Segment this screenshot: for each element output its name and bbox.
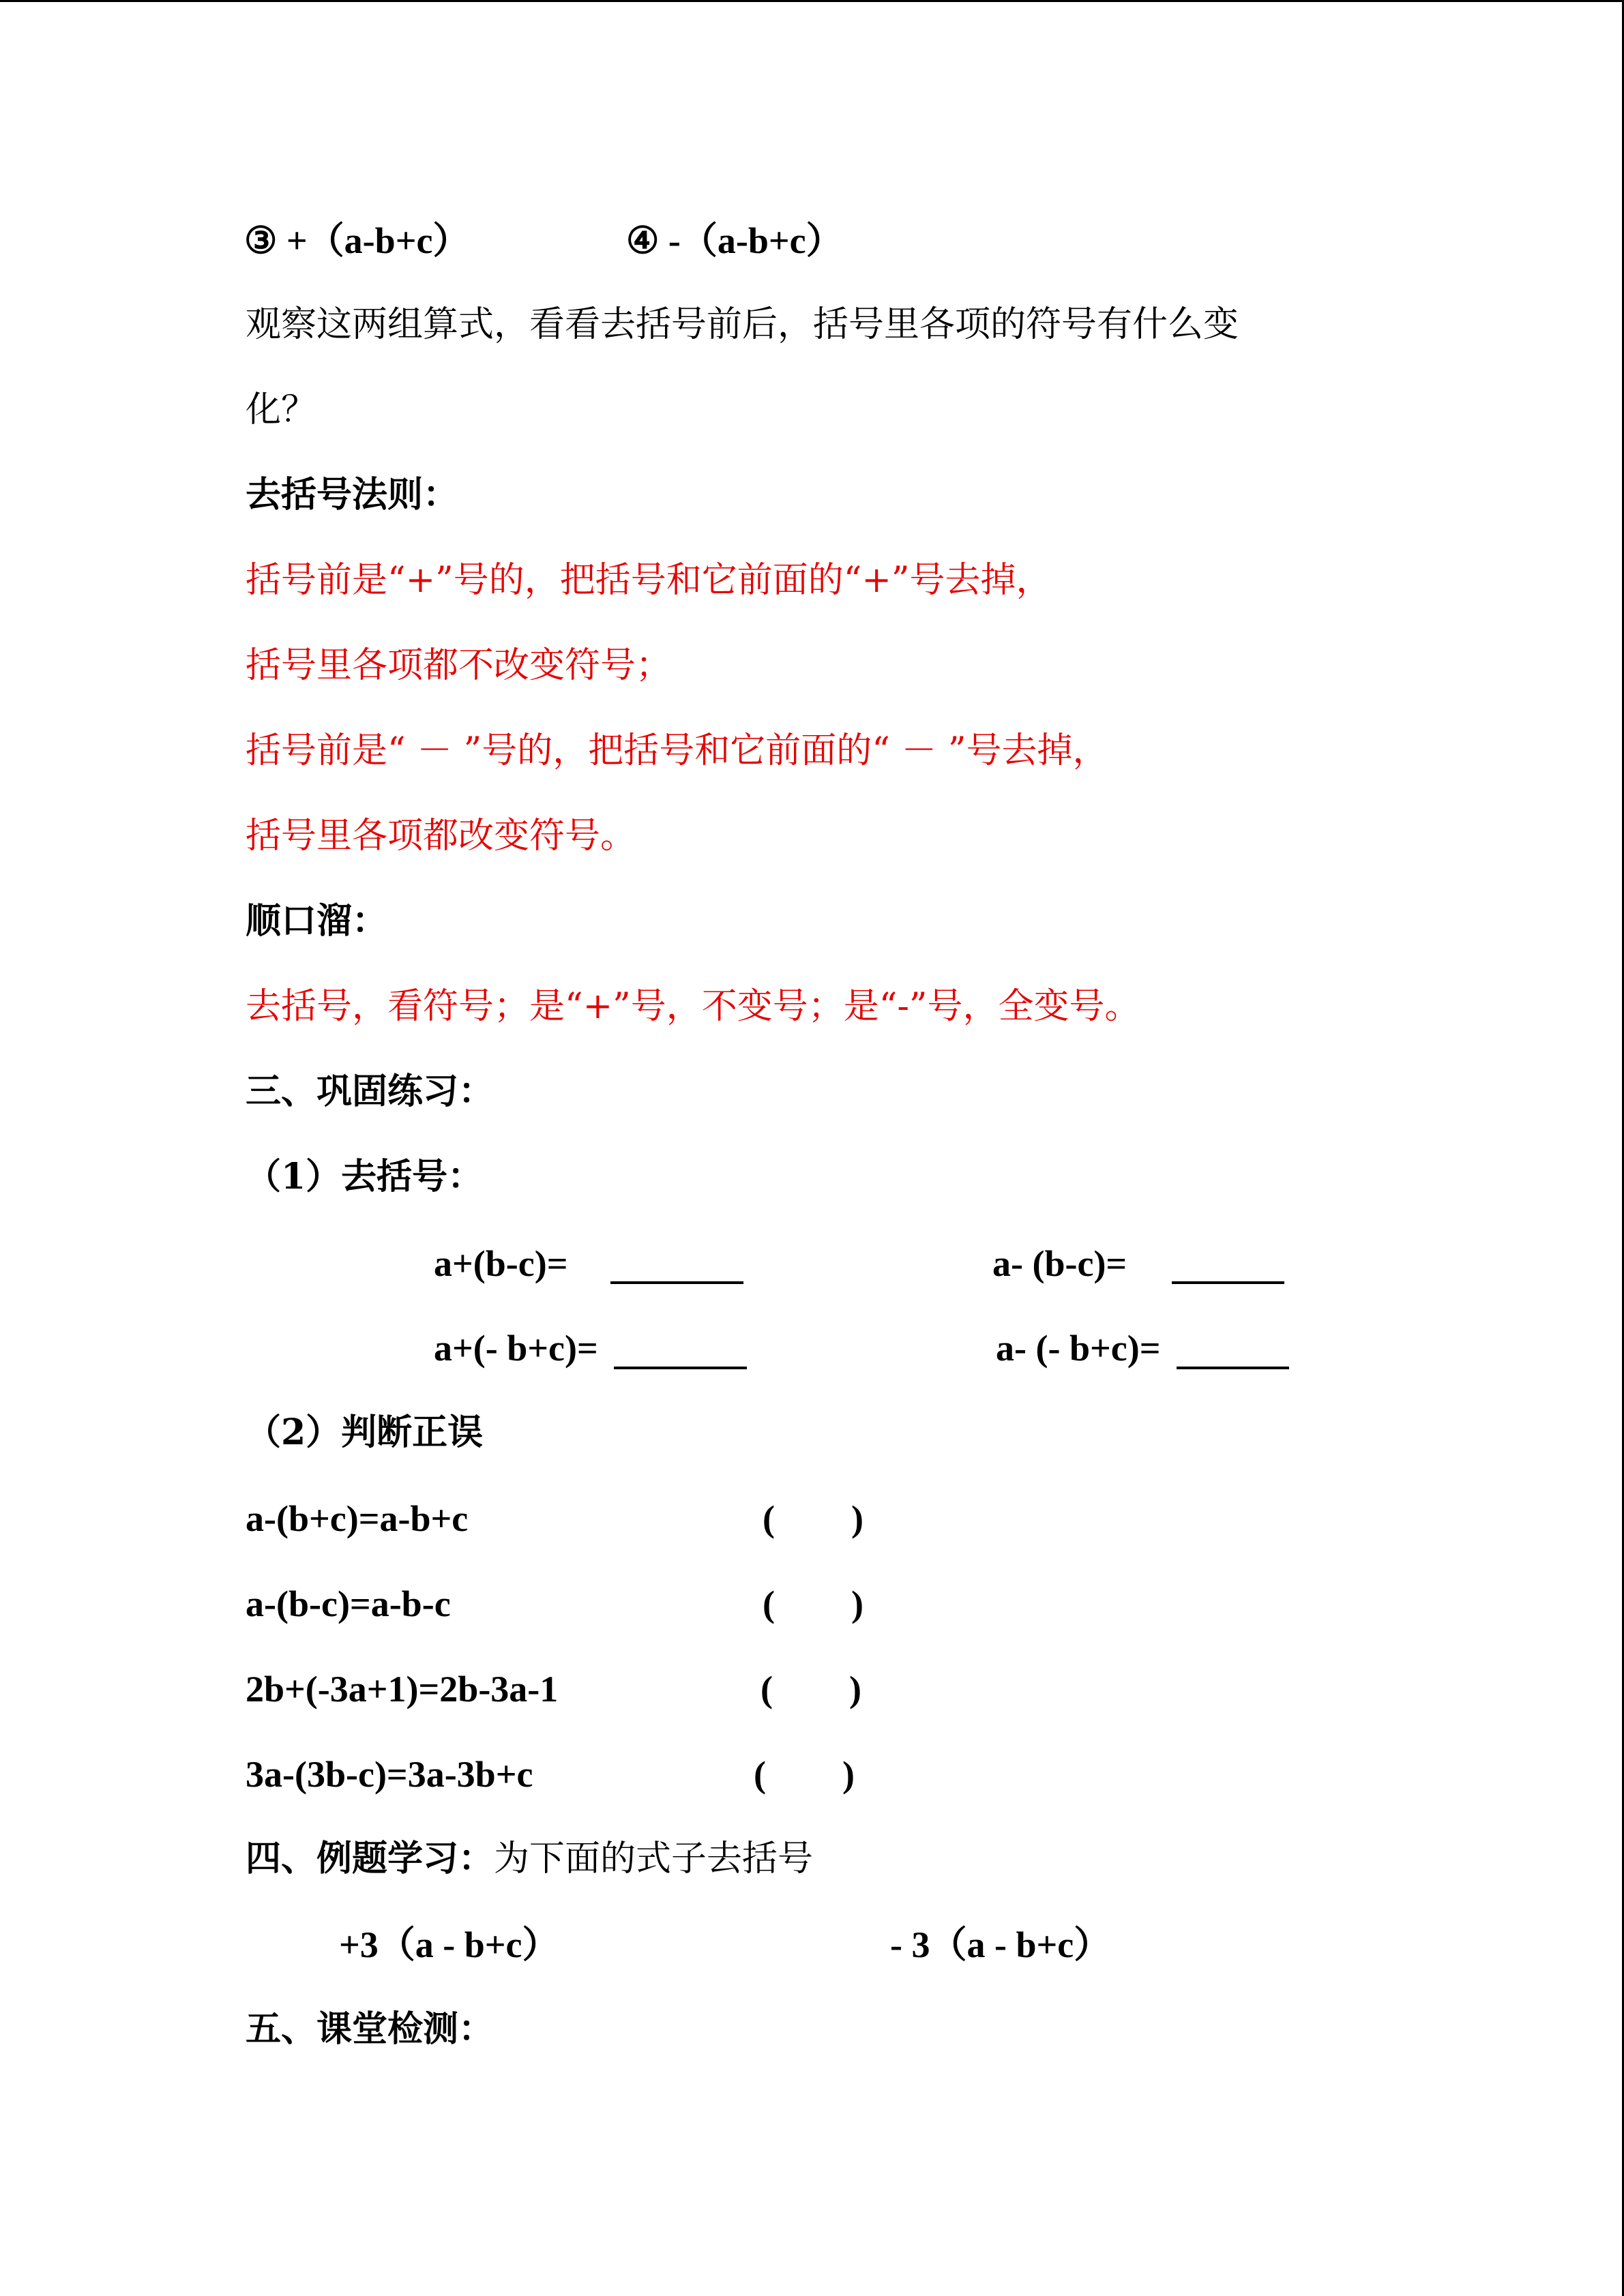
practice-item-2: a- (b-c)=	[992, 1243, 1127, 1284]
rule-line-3: 括号前是“ － ”号的，把括号和它前面的“ － ”号去掉，	[246, 730, 1108, 771]
practice-item-4: a- (- b+c)=	[996, 1328, 1161, 1369]
answer-blank-3[interactable]	[614, 1335, 747, 1369]
example-heading-bold: 四、例题学习：	[246, 1838, 494, 1879]
practice-part1-heading: （1）去括号：	[246, 1156, 484, 1197]
judge-paren-close-4[interactable]: )	[842, 1754, 855, 1795]
example-heading-rest: 为下面的式子去括号	[494, 1838, 814, 1879]
practice-part2-heading: （2）判断正误	[246, 1412, 484, 1453]
example-heading	[246, 1838, 814, 1879]
example-expression-2: - 3（a - b+c）	[890, 1924, 1111, 1965]
judge-item-3: 2b+(-3a+1)=2b-3a-1	[246, 1669, 559, 1710]
answer-blank-2[interactable]	[1172, 1250, 1284, 1284]
rule-line-2: 括号里各项都不改变符号；	[246, 645, 672, 686]
judge-paren-open-1[interactable]: (	[763, 1498, 775, 1539]
rhyme-text: 去括号，看符号；是“+”号，不变号；是“-”号，全变号。	[246, 986, 1140, 1027]
judge-item-1: a-(b+c)=a-b+c	[246, 1498, 469, 1539]
rule-heading: 去括号法则：	[246, 474, 459, 516]
practice-item-3: a+(- b+c)=	[434, 1328, 598, 1369]
example-expression-1: +3（a - b+c）	[339, 1924, 559, 1965]
test-heading: 五、课堂检测：	[246, 2008, 494, 2050]
answer-blank-1[interactable]	[610, 1250, 743, 1284]
practice-heading: 三、巩固练习：	[246, 1071, 494, 1112]
rule-line-4: 括号里各项都改变符号。	[246, 816, 636, 856]
judge-paren-open-2[interactable]: (	[763, 1583, 775, 1624]
judge-paren-open-3[interactable]: (	[761, 1669, 773, 1710]
judge-paren-close-3[interactable]: )	[849, 1669, 861, 1710]
answer-blank-4[interactable]	[1177, 1335, 1289, 1369]
expression-4: ④ -（a-b+c）	[626, 220, 843, 261]
rhyme-heading: 顺口溜：	[246, 900, 388, 942]
rule-line-1: 括号前是“+”号的，把括号和它前面的“+”号去掉，	[246, 560, 1052, 601]
judge-paren-open-4[interactable]: (	[754, 1754, 766, 1795]
judge-paren-close-1[interactable]: )	[851, 1498, 863, 1539]
judge-paren-close-2[interactable]: )	[851, 1583, 863, 1624]
practice-item-1: a+(b-c)=	[434, 1243, 568, 1284]
judge-item-4: 3a-(3b-c)=3a-3b+c	[246, 1754, 533, 1795]
judge-item-2: a-(b-c)=a-b-c	[246, 1583, 451, 1624]
question-line-2: 化？	[246, 389, 317, 430]
expression-3: ③ +（a-b+c）	[244, 220, 470, 261]
page-top-border	[0, 0, 1624, 2]
question-line-1: 观察这两组算式，看看去括号前后，括号里各项的符号有什么变	[246, 304, 1239, 345]
